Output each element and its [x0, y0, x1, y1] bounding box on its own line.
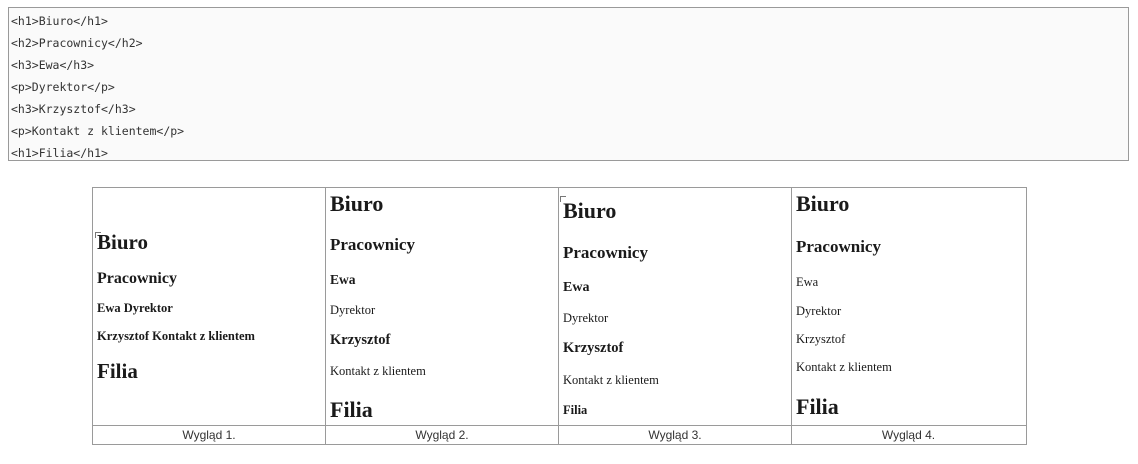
view-1-caption: Wygląd 1.: [93, 426, 326, 445]
view-2-h2-pracownicy: Pracownicy: [330, 235, 415, 254]
view-4-h2-pracownicy: Pracownicy: [796, 237, 881, 256]
view-2-h3-ewa: Ewa: [330, 272, 356, 287]
view-1-h1-biuro: Biuro: [97, 230, 148, 254]
view-4-h1-filia: Filia: [796, 394, 839, 419]
view-3-h3-ewa: Ewa: [563, 280, 590, 295]
view-2-h1-biuro: Biuro: [330, 191, 384, 216]
rendering-comparison-table: [92, 187, 1027, 445]
view-4-h1-biuro: Biuro: [796, 191, 850, 216]
code-line-3: <h3>Ewa</h3>: [11, 58, 95, 72]
view-1-cell: [93, 188, 326, 425]
view-3-caption: Wygląd 3.: [559, 426, 792, 445]
code-line-1: <h1>Biuro</h1>: [11, 14, 108, 28]
view-2-h3-krzysztof: Krzysztof: [330, 332, 391, 348]
view-4-dyrektor: Dyrektor: [796, 304, 842, 318]
view-3-h3-krzysztof: Krzysztof: [563, 340, 624, 356]
code-line-4: <p>Dyrektor</p>: [11, 80, 115, 94]
view-4-ewa: Ewa: [796, 275, 819, 289]
code-listing: [8, 7, 1129, 161]
code-line-6: <p>Kontakt z klientem</p>: [11, 124, 185, 138]
view-4-cell: [792, 188, 1025, 425]
view-3-p-dyrektor: Dyrektor: [563, 311, 609, 325]
code-line-7: <h1>Filia</h1>: [11, 146, 108, 160]
view-4-krzysztof: Krzysztof: [796, 332, 846, 346]
view-3-h1-biuro: Biuro: [563, 198, 617, 223]
view-1-krzysztof-line: Krzysztof Kontakt z klientem: [97, 329, 255, 343]
view-3-p-kontakt: Kontakt z klientem: [563, 373, 659, 387]
view-1-h2-pracownicy: Pracownicy: [97, 270, 177, 287]
view-3-h2-pracownicy: Pracownicy: [563, 243, 648, 262]
view-3-cell: [559, 188, 792, 425]
view-3-h1-filia: Filia: [563, 403, 588, 417]
code-line-2: <h2>Pracownicy</h2>: [11, 36, 143, 50]
view-2-p-dyrektor: Dyrektor: [330, 303, 376, 317]
view-2-p-kontakt: Kontakt z klientem: [330, 364, 426, 378]
view-2-cell: [326, 188, 559, 425]
caption-row: [93, 425, 1026, 445]
view-2-caption: Wygląd 2.: [326, 426, 559, 445]
view-1-h1-filia: Filia: [97, 359, 138, 383]
view-4-caption: Wygląd 4.: [881, 428, 936, 442]
view-2-h1-filia: Filia: [330, 397, 373, 422]
view-1-ewa-line: Ewa Dyrektor: [97, 301, 173, 315]
view-4-kontakt: Kontakt z klientem: [796, 360, 892, 374]
code-line-5: <h3>Krzysztof</h3>: [11, 102, 136, 116]
